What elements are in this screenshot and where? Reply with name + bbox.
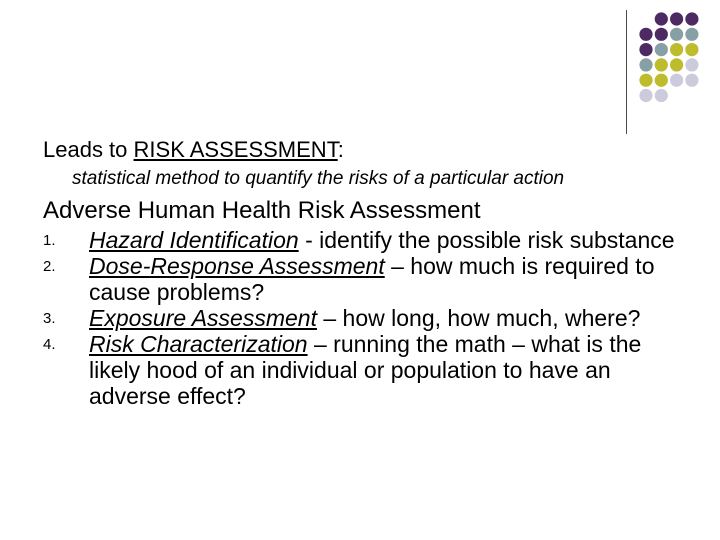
decorative-dot: [639, 74, 652, 87]
decorative-dot-grid: [0, 0, 720, 140]
decorative-dot: [655, 28, 668, 41]
decorative-dot: [670, 28, 683, 41]
slide-heading: [43, 137, 344, 163]
list-item: [43, 305, 683, 331]
step-description: – how much is required to cause problems?: [89, 253, 655, 305]
list-item: [43, 331, 683, 409]
decorative-dot: [685, 58, 698, 71]
heading-subtitle: statistical method to quantify the risks of a particular action: [72, 168, 565, 189]
decorative-dot: [685, 12, 698, 25]
list-item: [43, 227, 683, 253]
decorative-dot: [655, 89, 668, 102]
step-term: Hazard Identification: [89, 227, 299, 253]
step-number: 1.: [43, 232, 56, 249]
decorative-dot: [670, 58, 683, 71]
decorative-dot: [639, 89, 652, 102]
step-term: Risk Characterization: [89, 331, 308, 357]
decorative-dot: [655, 43, 668, 56]
heading-term: RISK ASSESSMENT: [133, 137, 338, 162]
step-number: 4.: [43, 336, 56, 353]
decorative-dot: [670, 43, 683, 56]
heading-suffix: :: [337, 137, 344, 162]
decorative-dot: [685, 74, 698, 87]
steps-list: [43, 227, 683, 409]
decorative-dot: [655, 58, 668, 71]
decorative-dot: [639, 58, 652, 71]
step-description: – running the math – what is the likely hood of an individual or population to have an adverse effect?: [89, 331, 642, 409]
decorative-vertical-rule: [626, 10, 627, 134]
step-term: Dose-Response Assessment: [89, 253, 385, 279]
step-number: 2.: [43, 258, 56, 275]
decorative-dot: [670, 12, 683, 25]
decorative-dot: [685, 28, 698, 41]
decorative-dot: [639, 28, 652, 41]
step-description: – how long, how much, where?: [316, 305, 641, 331]
decorative-dot: [639, 43, 652, 56]
step-term: Exposure Assessment: [89, 305, 317, 331]
section-title: Adverse Human Health Risk Assessment: [43, 197, 481, 224]
step-number: 3.: [43, 310, 56, 327]
heading-prefix: Leads to: [43, 137, 134, 162]
decorative-dot: [670, 74, 683, 87]
decorative-dot: [685, 43, 698, 56]
decorative-dot: [655, 12, 668, 25]
step-description: - identify the possible risk substance: [298, 227, 675, 253]
decorative-dot: [655, 74, 668, 87]
list-item: [43, 253, 683, 305]
